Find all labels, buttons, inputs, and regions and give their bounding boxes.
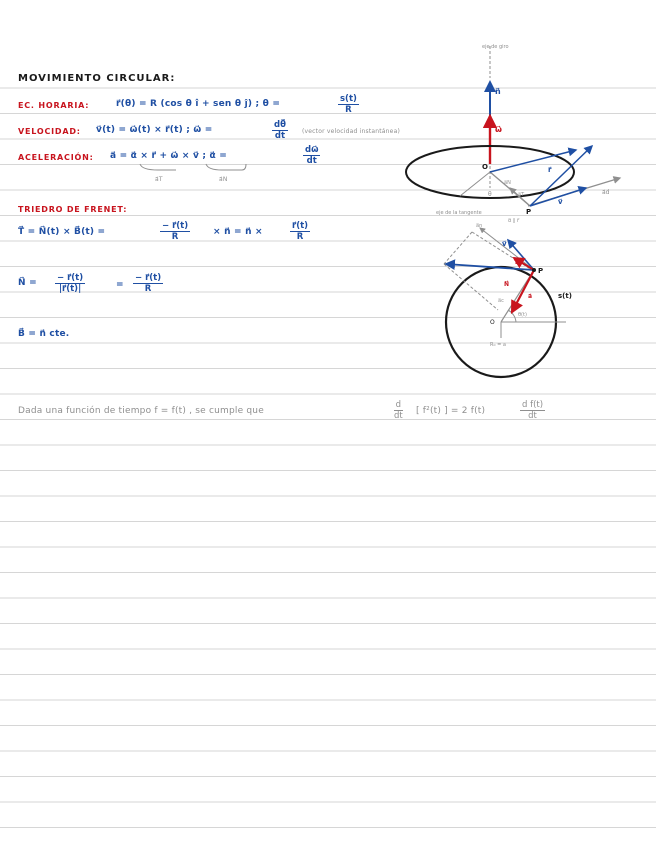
d1-theta-label: θ bbox=[488, 191, 492, 198]
an-grey-vector bbox=[480, 228, 534, 270]
d2-o-label: O bbox=[490, 319, 495, 326]
d1-o-label: O bbox=[482, 163, 488, 171]
frenet-diagram bbox=[432, 218, 582, 383]
d2-r-label: R₀ = a bbox=[490, 342, 506, 348]
velocidad-frac-num: dθ⃗ bbox=[274, 120, 286, 130]
n-eq-frac2 bbox=[133, 273, 163, 294]
dada-bracket: [ f²(t) ] = 2 f(t) bbox=[416, 406, 486, 416]
d1-alpha-label: α⃗ ∥ r⃗ bbox=[508, 218, 520, 224]
a-vector bbox=[512, 270, 534, 312]
dada-df-den: dt bbox=[528, 411, 537, 421]
b-eq: B⃗ = n⃗ cte. bbox=[18, 329, 70, 339]
t-eq-frac1-den: R bbox=[171, 232, 179, 242]
d1-at-label: a⃗T bbox=[518, 192, 525, 198]
ec-horaria-formula: r⃗(θ) = R (cos θ î + sen θ ĵ) ; θ = bbox=[116, 99, 281, 109]
frenet-title: TRIEDRO DE FRENET: bbox=[18, 205, 128, 214]
d2-a-label: a⃗ bbox=[528, 293, 533, 300]
rotation-diagram bbox=[400, 38, 630, 228]
velocidad-fraction bbox=[272, 120, 288, 141]
d2-ac-label: a⃗c bbox=[498, 298, 504, 304]
aceleracion-formula: a⃗ = α⃗ × r⃗ + ω⃗ × v⃗ ; α⃗ = bbox=[110, 151, 227, 161]
d2-v-label: v⃗ bbox=[502, 240, 507, 248]
t-eq-frac2 bbox=[290, 221, 310, 242]
dada-d-den: dt bbox=[394, 411, 403, 421]
d1-omega-label: ω⃗ bbox=[495, 125, 502, 134]
d1-an-label: a⃗N bbox=[504, 180, 511, 186]
brace-an-label: a⃗N bbox=[219, 176, 228, 183]
ec-horaria-fraction bbox=[338, 94, 359, 115]
point-p bbox=[532, 268, 536, 272]
dada-df-frac bbox=[520, 400, 545, 421]
d1-v-label: v⃗ bbox=[558, 198, 563, 206]
n-eq-lhs: N⃗ = bbox=[18, 278, 37, 288]
d2-t-label: T⃗ bbox=[514, 259, 519, 266]
n-eq-frac2-num: − r⃗(t) bbox=[135, 273, 162, 283]
velocidad-note: (vector velocidad instantánea) bbox=[302, 128, 400, 135]
dada-d-frac bbox=[392, 400, 405, 421]
aceleracion-frac-den: dt bbox=[306, 156, 317, 166]
dada-text: Dada una función de tiempo f = f(t) , se cumple que bbox=[18, 406, 264, 416]
t-vector bbox=[508, 240, 534, 270]
t-eq-frac2-den: R bbox=[296, 232, 304, 242]
aceleracion-braces bbox=[138, 160, 258, 190]
reference-line bbox=[460, 172, 490, 196]
dashed-construction-2 bbox=[444, 264, 498, 310]
alt-vector bbox=[530, 146, 592, 206]
velocidad-label: VELOCIDAD: bbox=[18, 127, 81, 136]
velocidad-frac-den: dt bbox=[274, 131, 286, 141]
d2-s-label: s(t) bbox=[558, 292, 572, 300]
aceleracion-label: ACELERACIÓN: bbox=[18, 153, 94, 162]
dada-df-num: d f(t) bbox=[522, 400, 544, 410]
t-eq-lhs: T⃗ = N⃗(t) × B⃗(t) = bbox=[18, 227, 106, 237]
dashed-construction-1 bbox=[444, 232, 472, 264]
n-eq-frac1-den: |r⃗(t)| bbox=[58, 284, 82, 294]
d2-an-label: a⃗n bbox=[476, 223, 483, 229]
d1-ad-label: a⃗d bbox=[602, 189, 610, 196]
page-title: MOVIMIENTO CIRCULAR: bbox=[18, 73, 176, 84]
d2-theta-label: θ(t) bbox=[518, 312, 527, 318]
t-eq-frac1 bbox=[160, 221, 190, 242]
t-eq-frac2-num: r⃗(t) bbox=[292, 221, 309, 231]
n-eq-frac2-den: R bbox=[144, 284, 152, 294]
r-vector bbox=[490, 150, 576, 172]
dada-d-num: d bbox=[395, 400, 402, 410]
aceleracion-frac-num: dω⃗ bbox=[305, 145, 319, 155]
n-eq-frac1 bbox=[55, 273, 85, 294]
t-eq-frac1-num: − r⃗(t) bbox=[162, 221, 189, 231]
d1-tangent-label: eje de la tangente bbox=[436, 210, 482, 216]
t-eq-mid: × n⃗ = n⃗ × bbox=[213, 227, 263, 237]
d1-r-label: r⃗ bbox=[548, 166, 552, 174]
ec-horaria-frac-den: R bbox=[345, 105, 352, 115]
ec-horaria-label: EC. HORARIA: bbox=[18, 101, 90, 110]
aceleracion-fraction bbox=[303, 145, 320, 166]
n-eq-mid: = bbox=[116, 280, 124, 290]
ec-horaria-frac-num: s(t) bbox=[340, 94, 357, 104]
d2-n-label: N⃗ bbox=[504, 281, 510, 288]
d1-n-label: n⃗ bbox=[495, 87, 501, 96]
velocidad-formula: v⃗(t) = ω⃗(t) × r⃗(t) ; ω⃗ = bbox=[96, 125, 213, 135]
n-eq-frac1-num: − r⃗(t) bbox=[57, 273, 84, 283]
d2-p-label: P bbox=[538, 267, 544, 275]
d1-eje-giro: eje de giro bbox=[482, 44, 509, 50]
d1-p-label: P bbox=[526, 208, 532, 216]
brace-at-label: a⃗T bbox=[155, 176, 163, 183]
